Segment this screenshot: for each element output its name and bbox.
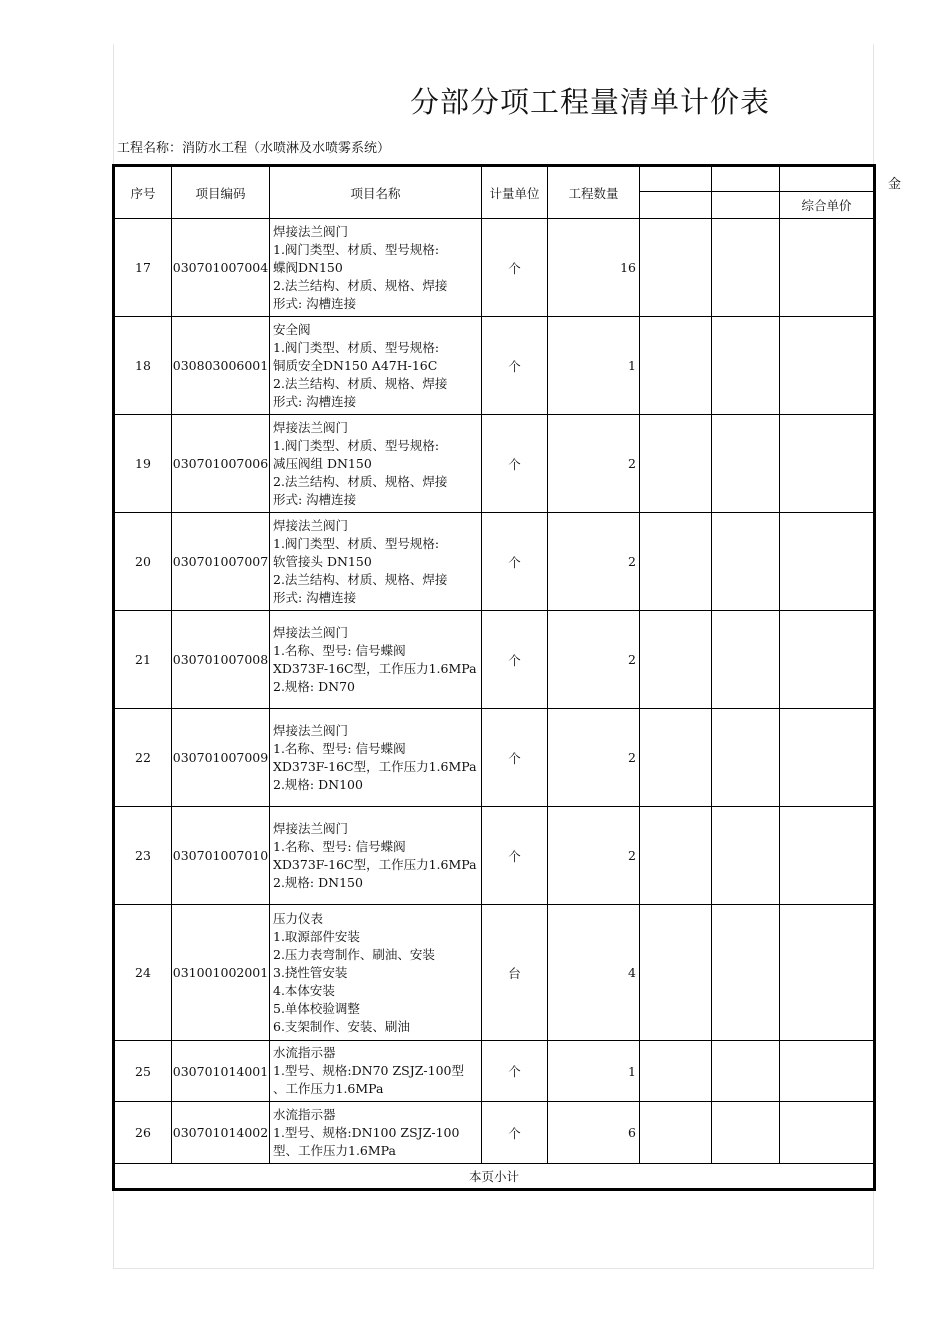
header-unit-price: 综合单价 <box>780 192 875 219</box>
row-qty: 2 <box>548 611 640 709</box>
row-name: 压力仪表 1.取源部件安装 2.压力表弯制作、刷油、安装 3.挠性管安装 4.本体安装 5.单体校验调整 6.支架制作、安装、刷油 <box>270 905 482 1041</box>
row-code: 030701007009 <box>172 709 270 807</box>
row-qty: 1 <box>548 1041 640 1102</box>
row-unit-price <box>780 317 875 415</box>
row-blank-2 <box>712 415 780 513</box>
row-blank-2 <box>712 219 780 317</box>
row-blank-2 <box>712 1102 780 1164</box>
row-code: 030803006001 <box>172 317 270 415</box>
row-name: 焊接法兰阀门 1.阀门类型、材质、型号规格: 减压阀组 DN150 2.法兰结构、材质、规格、焊接 形式: 沟槽连接 <box>270 415 482 513</box>
row-name: 焊接法兰阀门 1.名称、型号: 信号蝶阀 XD373F-16C型，工作压力1.6MPa 2.规格: DN70 <box>270 611 482 709</box>
row-seq: 22 <box>114 709 172 807</box>
row-qty: 6 <box>548 1102 640 1164</box>
row-name: 焊接法兰阀门 1.名称、型号: 信号蝶阀 XD373F-16C型，工作压力1.6MPa 2.规格: DN100 <box>270 709 482 807</box>
header-qty: 工程数量 <box>548 166 640 219</box>
table-row <box>114 611 875 709</box>
row-unit-price <box>780 905 875 1041</box>
row-blank-2 <box>712 905 780 1041</box>
row-name: 水流指示器 1.型号、规格:DN70 ZSJZ-100型 、工作压力1.6MPa <box>270 1041 482 1102</box>
row-name: 焊接法兰阀门 1.名称、型号: 信号蝶阀 XD373F-16C型，工作压力1.6MPa 2.规格: DN150 <box>270 807 482 905</box>
row-seq: 26 <box>114 1102 172 1164</box>
row-unit-price <box>780 1041 875 1102</box>
row-code: 030701007004 <box>172 219 270 317</box>
page-title: 分部分项工程量清单计价表 <box>409 85 770 119</box>
header-blank-3 <box>780 166 875 192</box>
row-unit: 个 <box>482 1041 548 1102</box>
row-blank-1 <box>640 611 712 709</box>
row-qty: 1 <box>548 317 640 415</box>
row-code: 030701014001 <box>172 1041 270 1102</box>
row-blank-1 <box>640 807 712 905</box>
row-unit-price <box>780 807 875 905</box>
row-code: 030701007008 <box>172 611 270 709</box>
row-unit-price <box>780 1102 875 1164</box>
header-unit: 计量单位 <box>482 166 548 219</box>
row-unit: 个 <box>482 807 548 905</box>
header-blank-5 <box>712 192 780 219</box>
header-code: 项目编码 <box>172 166 270 219</box>
row-blank-1 <box>640 905 712 1041</box>
row-qty: 2 <box>548 709 640 807</box>
row-unit: 个 <box>482 219 548 317</box>
row-blank-2 <box>712 807 780 905</box>
table-row <box>114 1041 875 1102</box>
header-name: 项目名称 <box>270 166 482 219</box>
table-row <box>114 415 875 513</box>
row-name: 焊接法兰阀门 1.阀门类型、材质、型号规格: 蝶阀DN150 2.法兰结构、材质、规格、焊接 形式: 沟槽连接 <box>270 219 482 317</box>
project-name: 工程名称：消防水工程（水喷淋及水喷雾系统） <box>117 141 391 156</box>
table-row <box>114 513 875 611</box>
row-code: 030701007006 <box>172 415 270 513</box>
row-unit: 个 <box>482 317 548 415</box>
row-unit: 个 <box>482 513 548 611</box>
row-blank-1 <box>640 1102 712 1164</box>
row-unit-price <box>780 415 875 513</box>
row-qty: 4 <box>548 905 640 1041</box>
row-code: 030701014002 <box>172 1102 270 1164</box>
row-name: 安全阀 1.阀门类型、材质、型号规格: 铜质安全DN150 A47H-16C 2.法兰结构、材质、规格、焊接 形式: 沟槽连接 <box>270 317 482 415</box>
subtotal-row <box>114 1164 875 1190</box>
row-code: 030701007007 <box>172 513 270 611</box>
row-seq: 19 <box>114 415 172 513</box>
row-blank-1 <box>640 1041 712 1102</box>
header-blank-1 <box>640 166 712 192</box>
table-row <box>114 1102 875 1164</box>
table-row <box>114 905 875 1041</box>
table-row <box>114 317 875 415</box>
row-unit: 个 <box>482 1102 548 1164</box>
row-seq: 24 <box>114 905 172 1041</box>
row-blank-2 <box>712 513 780 611</box>
row-seq: 23 <box>114 807 172 905</box>
row-qty: 2 <box>548 513 640 611</box>
header-blank-2 <box>712 166 780 192</box>
row-code: 030701007010 <box>172 807 270 905</box>
row-blank-1 <box>640 317 712 415</box>
header-blank-4 <box>640 192 712 219</box>
row-qty: 2 <box>548 415 640 513</box>
row-unit: 台 <box>482 905 548 1041</box>
row-unit-price <box>780 709 875 807</box>
row-blank-2 <box>712 611 780 709</box>
table-row <box>114 709 875 807</box>
table-row <box>114 219 875 317</box>
row-unit: 个 <box>482 415 548 513</box>
row-qty: 2 <box>548 807 640 905</box>
row-unit: 个 <box>482 709 548 807</box>
row-name: 水流指示器 1.型号、规格:DN100 ZSJZ-100 型、工作压力1.6MPa <box>270 1102 482 1164</box>
row-blank-1 <box>640 219 712 317</box>
row-seq: 17 <box>114 219 172 317</box>
row-seq: 21 <box>114 611 172 709</box>
row-blank-2 <box>712 1041 780 1102</box>
row-unit-price <box>780 513 875 611</box>
bill-table <box>112 164 876 1191</box>
row-seq: 25 <box>114 1041 172 1102</box>
row-blank-2 <box>712 317 780 415</box>
row-code: 031001002001 <box>172 905 270 1041</box>
amount-header-fragment: 金 <box>888 177 902 192</box>
table-row <box>114 807 875 905</box>
row-unit-price <box>780 219 875 317</box>
subtotal-label: 本页小计 <box>114 1164 875 1190</box>
header-seq: 序号 <box>114 166 172 219</box>
row-blank-2 <box>712 709 780 807</box>
row-qty: 16 <box>548 219 640 317</box>
row-unit: 个 <box>482 611 548 709</box>
row-seq: 20 <box>114 513 172 611</box>
row-seq: 18 <box>114 317 172 415</box>
row-name: 焊接法兰阀门 1.阀门类型、材质、型号规格: 软管接头 DN150 2.法兰结构、材质、规格、焊接 形式: 沟槽连接 <box>270 513 482 611</box>
row-unit-price <box>780 611 875 709</box>
row-blank-1 <box>640 709 712 807</box>
row-blank-1 <box>640 513 712 611</box>
row-blank-1 <box>640 415 712 513</box>
